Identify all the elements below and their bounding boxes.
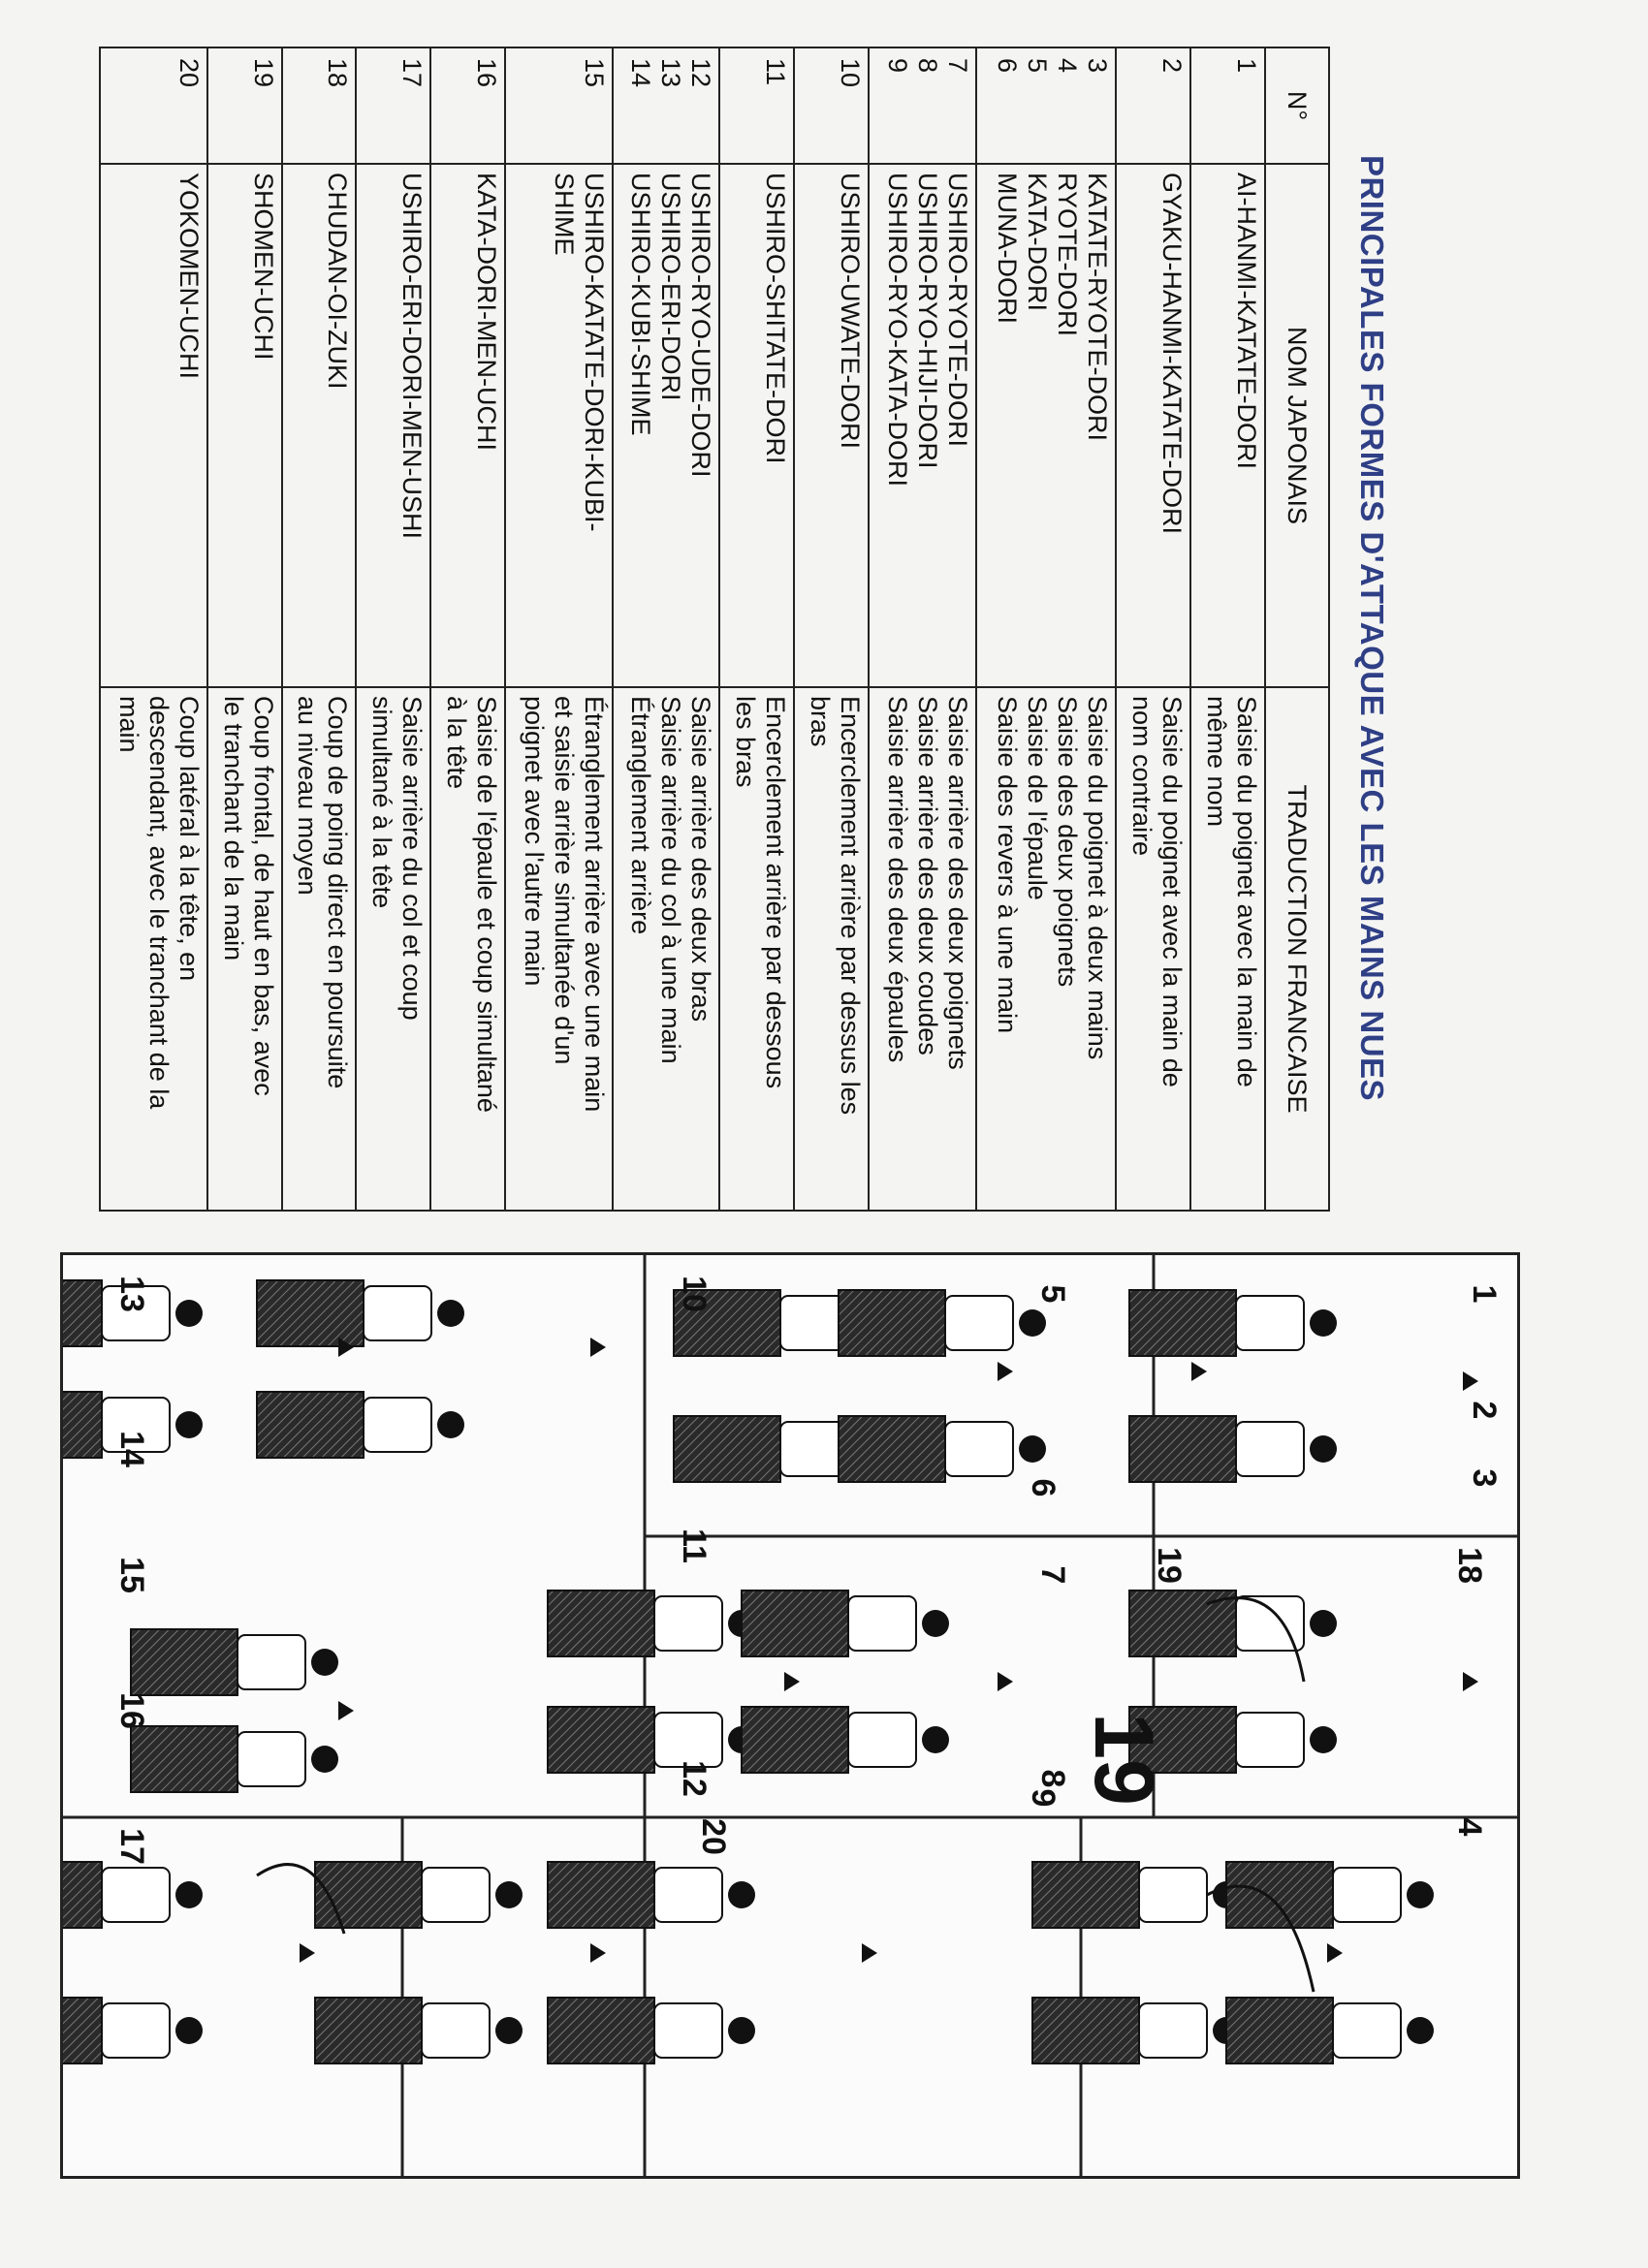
- figure-label-5: 5: [1034, 1284, 1071, 1304]
- figure-torso: [654, 2003, 722, 2058]
- table-body: [100, 47, 1265, 1211]
- figure-hakama: [548, 1707, 654, 1773]
- cell-line: 6: [993, 58, 1023, 74]
- num-cell: [719, 47, 794, 164]
- figure-hakama: [742, 1591, 848, 1656]
- translation-cell: [430, 687, 505, 1211]
- japanese-name-cell: [282, 164, 357, 687]
- cell-line: 16: [471, 58, 501, 88]
- cell-line: USHIRO-RYO-KATA-DORI: [882, 173, 912, 488]
- table-row: [869, 47, 976, 1211]
- table-row: [505, 47, 613, 1211]
- figure-head: [437, 1300, 464, 1327]
- figure-torso: [945, 1422, 1013, 1476]
- figure-head: [175, 2017, 203, 2044]
- cell-line: Étranglement arrière avec une main: [579, 696, 609, 1113]
- cell-line: RYOTE-DORI: [1053, 173, 1083, 337]
- figure-hakama: [257, 1280, 364, 1346]
- cell-line: 20: [174, 58, 204, 88]
- translation-cell: [1116, 687, 1190, 1211]
- cell-line: USHIRO-KATATE-DORI-KUBI-: [579, 173, 609, 532]
- cell-line: 15: [579, 58, 609, 88]
- cell-line: simultané à la tête: [367, 696, 397, 909]
- figure-hakama: [548, 1591, 654, 1656]
- cell-line: 12: [686, 58, 716, 88]
- table-row: [1190, 47, 1265, 1211]
- table-row: [356, 47, 430, 1211]
- cell-line: MUNA-DORI: [993, 173, 1023, 324]
- arrow-icon: [590, 1943, 606, 1963]
- header-japanese-name: NOM JAPONAIS: [1265, 164, 1329, 687]
- cell-line: et saisie arrière simultanée d'un: [549, 696, 579, 1065]
- figure-torso: [848, 1596, 916, 1651]
- figure-label-12: 12: [676, 1760, 713, 1797]
- cell-line: Saisie de l'épaule: [1023, 696, 1053, 900]
- figure-torso: [1236, 1422, 1304, 1476]
- cell-line: YOKOMEN-UCHI: [174, 173, 204, 380]
- cell-line: Saisie des deux poignets: [1053, 696, 1083, 988]
- table-row: [794, 47, 869, 1211]
- cell-line: 14: [626, 58, 656, 88]
- japanese-name-cell: [1190, 164, 1265, 687]
- figure-label-3: 3: [1466, 1468, 1503, 1488]
- arrow-icon: [862, 1943, 877, 1963]
- cell-line: Saisie de l'épaule et coup simultané: [471, 696, 501, 1113]
- figure-torso: [654, 1596, 722, 1651]
- cell-line: Saisie arrière des deux poignets: [942, 696, 972, 1070]
- figure-label-big: 19: [1077, 1713, 1170, 1806]
- figure-head: [175, 1300, 203, 1327]
- num-cell: [430, 47, 505, 164]
- num-cell: [1190, 47, 1265, 164]
- header-number: N°: [1265, 47, 1329, 164]
- figure-label-6: 6: [1025, 1478, 1062, 1497]
- figure-torso: [422, 2003, 490, 2058]
- cell-line: descendant, avec le tranchant de la: [143, 696, 174, 1110]
- table-row: [719, 47, 794, 1211]
- figure-torso: [364, 1398, 431, 1452]
- japanese-name-cell: [719, 164, 794, 687]
- figure-hakama: [548, 1998, 654, 2063]
- cell-line: les bras: [731, 696, 761, 788]
- num-cell: [869, 47, 976, 164]
- cell-line: 8: [912, 58, 942, 74]
- figure-hakama: [1129, 1416, 1236, 1482]
- figure-label-16: 16: [113, 1692, 150, 1729]
- figure-torso: [1236, 1296, 1304, 1350]
- cell-line: CHUDAN-OI-ZUKI: [323, 173, 353, 390]
- figure-head: [1019, 1309, 1046, 1337]
- figure-head: [1310, 1610, 1337, 1637]
- figure-hakama: [839, 1290, 945, 1356]
- translation-cell: [719, 687, 794, 1211]
- figure-head: [1310, 1435, 1337, 1463]
- figure-hakama: [548, 1862, 654, 1928]
- cell-line: Coup frontal, de haut en bas, avec: [248, 696, 278, 1096]
- cell-line: 1: [1232, 58, 1261, 74]
- figure-label-20: 20: [695, 1818, 732, 1855]
- figure-hakama: [63, 1862, 102, 1928]
- cell-line: 19: [248, 58, 278, 88]
- attack-table: [99, 47, 1330, 1212]
- num-cell: [100, 47, 207, 164]
- figure-head: [922, 1610, 949, 1637]
- cell-line: 2: [1157, 58, 1188, 74]
- cell-line: USHIRO-KUBI-SHIME: [626, 173, 656, 436]
- figure-torso: [654, 1868, 722, 1922]
- figure-torso: [1333, 1868, 1401, 1922]
- cell-line: USHIRO-RYO-UDE-DORI: [686, 173, 716, 478]
- arrow-icon: [1191, 1362, 1207, 1381]
- figure-head: [1310, 1726, 1337, 1753]
- num-cell: [794, 47, 869, 164]
- figure-head: [175, 1881, 203, 1908]
- cell-line: Saisie arrière du col et coup: [397, 696, 428, 1021]
- num-cell: [613, 47, 720, 164]
- figure-torso: [1139, 2003, 1207, 2058]
- cell-line: Encerclement arrière par dessous: [761, 696, 791, 1089]
- translation-cell: [613, 687, 720, 1211]
- arrow-icon: [1463, 1672, 1478, 1691]
- cell-line: Coup latéral à la tête, en: [174, 696, 204, 982]
- figure-hakama: [742, 1707, 848, 1773]
- figure-hakama: [315, 1998, 422, 2063]
- figure-head: [1407, 1881, 1434, 1908]
- figure-label-8: 8: [1034, 1769, 1071, 1788]
- figure-head: [728, 2017, 755, 2044]
- cell-line: bras: [805, 696, 835, 747]
- cell-line: GYAKU-HANMI-KATATE-DORI: [1157, 173, 1188, 535]
- arrow-icon: [998, 1672, 1013, 1691]
- cell-line: USHIRO-RYOTE-DORI: [942, 173, 972, 448]
- cell-line: SHIME: [549, 173, 579, 256]
- translation-cell: [869, 687, 976, 1211]
- document-title: PRINCIPALES FORMES D'ATTAQUE AVEC LES MAINS NUES: [1354, 154, 1390, 1102]
- figure-hakama: [131, 1726, 238, 1792]
- figure-torso: [1333, 2003, 1401, 2058]
- cell-line: main: [113, 696, 143, 753]
- num-cell: [976, 47, 1117, 164]
- arrow-icon: [338, 1701, 354, 1720]
- cell-line: Coup de poing direct en poursuite: [323, 696, 353, 1089]
- translation-cell: [356, 687, 430, 1211]
- cell-line: 4: [1053, 58, 1083, 74]
- figure-torso: [238, 1732, 305, 1786]
- cell-line: Saisie arrière des deux bras: [686, 696, 716, 1023]
- figure-label-18: 18: [1451, 1547, 1488, 1584]
- num-cell: [356, 47, 430, 164]
- figure-torso: [364, 1286, 431, 1340]
- figure-label-15: 15: [113, 1557, 150, 1593]
- figure-label-10: 10: [676, 1276, 713, 1312]
- cell-line: Saisie arrière des deux coudes: [912, 696, 942, 1055]
- figure-label-1: 1: [1466, 1284, 1503, 1304]
- table-row: [207, 47, 282, 1211]
- cell-line: Étranglement arrière: [626, 696, 656, 935]
- figure-torso: [654, 1713, 722, 1767]
- translation-cell: [505, 687, 613, 1211]
- figure-head: [311, 1746, 338, 1773]
- japanese-name-cell: [613, 164, 720, 687]
- cell-line: 13: [656, 58, 686, 88]
- cell-line: à la tête: [441, 696, 471, 790]
- table-row: [282, 47, 357, 1211]
- table-row: [976, 47, 1117, 1211]
- figure-hakama: [257, 1392, 364, 1458]
- japanese-name-cell: [869, 164, 976, 687]
- figure-head: [311, 1649, 338, 1676]
- figure-torso: [102, 2003, 170, 2058]
- num-cell: [282, 47, 357, 164]
- figure-hakama: [315, 1862, 422, 1928]
- figure-hakama: [839, 1416, 945, 1482]
- figure-head: [1019, 1435, 1046, 1463]
- cell-line: 10: [835, 58, 865, 88]
- figure-label-2: 2: [1466, 1401, 1503, 1420]
- header-french-translation: TRADUCTION FRANCAISE: [1265, 687, 1329, 1211]
- cell-line: poignet avec l'autre main: [519, 696, 549, 987]
- cell-line: KATA-DORI: [1023, 173, 1053, 312]
- figure-hakama: [1032, 1862, 1139, 1928]
- translation-cell: [282, 687, 357, 1211]
- cell-line: 3: [1083, 58, 1113, 74]
- num-cell: [1116, 47, 1190, 164]
- cell-line: KATA-DORI-MEN-UCHI: [471, 173, 501, 451]
- cell-line: 18: [323, 58, 353, 88]
- cell-line: 9: [882, 58, 912, 74]
- japanese-name-cell: [1116, 164, 1190, 687]
- table-row: [613, 47, 720, 1211]
- cell-line: Saisie arrière du col à une main: [656, 696, 686, 1064]
- figure-label-19: 19: [1151, 1547, 1188, 1584]
- table-row: [1116, 47, 1190, 1211]
- figure-hakama: [63, 1998, 102, 2063]
- japanese-name-cell: [505, 164, 613, 687]
- figure-label-7: 7: [1034, 1565, 1071, 1585]
- figure-hakama: [1129, 1290, 1236, 1356]
- table-row: [430, 47, 505, 1211]
- figure-hakama: [674, 1416, 780, 1482]
- cell-line: USHIRO-SHITATE-DORI: [761, 173, 791, 464]
- cell-line: KATATE-RYOTE-DORI: [1083, 173, 1113, 442]
- figure-hakama: [131, 1629, 238, 1695]
- figure-label-17: 17: [113, 1828, 150, 1865]
- figure-head: [1407, 2017, 1434, 2044]
- figure-hakama: [1226, 1998, 1333, 2063]
- cell-line: USHIRO-ERI-DORI: [656, 173, 686, 401]
- cell-line: Saisie du poignet avec la main de: [1232, 696, 1261, 1087]
- cell-line: AI-HANMI-KATATE-DORI: [1232, 173, 1261, 469]
- figure-torso: [102, 1868, 170, 1922]
- arrow-icon: [300, 1943, 315, 1963]
- figure-torso: [848, 1713, 916, 1767]
- figure-head: [922, 1726, 949, 1753]
- japanese-name-cell: [430, 164, 505, 687]
- cell-line: SHOMEN-UCHI: [248, 173, 278, 361]
- cell-line: 7: [942, 58, 972, 74]
- figure-label-11: 11: [676, 1528, 713, 1563]
- translation-cell: [100, 687, 207, 1211]
- figure-hakama: [1226, 1862, 1333, 1928]
- figure-torso: [238, 1635, 305, 1689]
- figure-label-9: 9: [1025, 1788, 1062, 1808]
- num-cell: [505, 47, 613, 164]
- num-cell: [207, 47, 282, 164]
- figure-head: [175, 1411, 203, 1438]
- arrow-icon: [590, 1338, 606, 1357]
- cell-line: Saisie du poignet à deux mains: [1083, 696, 1113, 1060]
- attack-table-sheet: [97, 47, 1406, 1210]
- cell-line: Encerclement arrière par dessus les: [835, 696, 865, 1116]
- japanese-name-cell: [976, 164, 1117, 687]
- figure-torso: [1236, 1713, 1304, 1767]
- cell-line: même nom: [1202, 696, 1231, 828]
- translation-cell: [976, 687, 1117, 1211]
- cell-line: USHIRO-ERI-DORI-MEN-USHI: [397, 173, 428, 539]
- japanese-name-cell: [356, 164, 430, 687]
- arrow-icon: [784, 1672, 800, 1691]
- translation-cell: [207, 687, 282, 1211]
- figure-label-13: 13: [113, 1276, 150, 1312]
- figure-torso: [945, 1296, 1013, 1350]
- table-header-row: [1265, 47, 1329, 1211]
- cell-line: nom contraire: [1127, 696, 1157, 857]
- cell-line: au niveau moyen: [293, 696, 323, 896]
- figure-label-14: 14: [113, 1431, 150, 1467]
- table-row: [100, 47, 207, 1211]
- cell-line: Saisie des revers à une main: [993, 696, 1023, 1034]
- cell-line: USHIRO-RYO-HIJI-DORI: [912, 173, 942, 469]
- figure-torso: [1139, 1868, 1207, 1922]
- arrow-icon: [1463, 1371, 1478, 1391]
- cell-line: le tranchant de la main: [218, 696, 248, 961]
- arrow-icon: [1327, 1943, 1343, 1963]
- figure-head: [728, 1881, 755, 1908]
- figure-hakama: [63, 1280, 102, 1346]
- japanese-name-cell: [207, 164, 282, 687]
- figure-head: [1310, 1309, 1337, 1337]
- figure-torso: [422, 1868, 490, 1922]
- japanese-name-cell: [100, 164, 207, 687]
- arrow-icon: [998, 1362, 1013, 1381]
- cell-line: Saisie arrière des deux épaules: [882, 696, 912, 1063]
- cell-line: USHIRO-UWATE-DORI: [835, 173, 865, 449]
- attack-illustrations: [60, 1252, 1520, 2179]
- figure-head: [495, 1881, 523, 1908]
- translation-cell: [1190, 687, 1265, 1211]
- translation-cell: [794, 687, 869, 1211]
- figure-hakama: [1032, 1998, 1139, 2063]
- cell-line: 17: [397, 58, 428, 88]
- figure-hakama: [63, 1392, 102, 1458]
- illustration-drawing: [63, 1255, 1517, 2176]
- figure-label-4: 4: [1451, 1817, 1488, 1837]
- figure-head: [437, 1411, 464, 1438]
- cell-line: 11: [761, 58, 791, 86]
- figure-head: [495, 2017, 523, 2044]
- japanese-name-cell: [794, 164, 869, 687]
- cell-line: Saisie du poignet avec la main de: [1157, 696, 1188, 1087]
- cell-line: 5: [1023, 58, 1053, 74]
